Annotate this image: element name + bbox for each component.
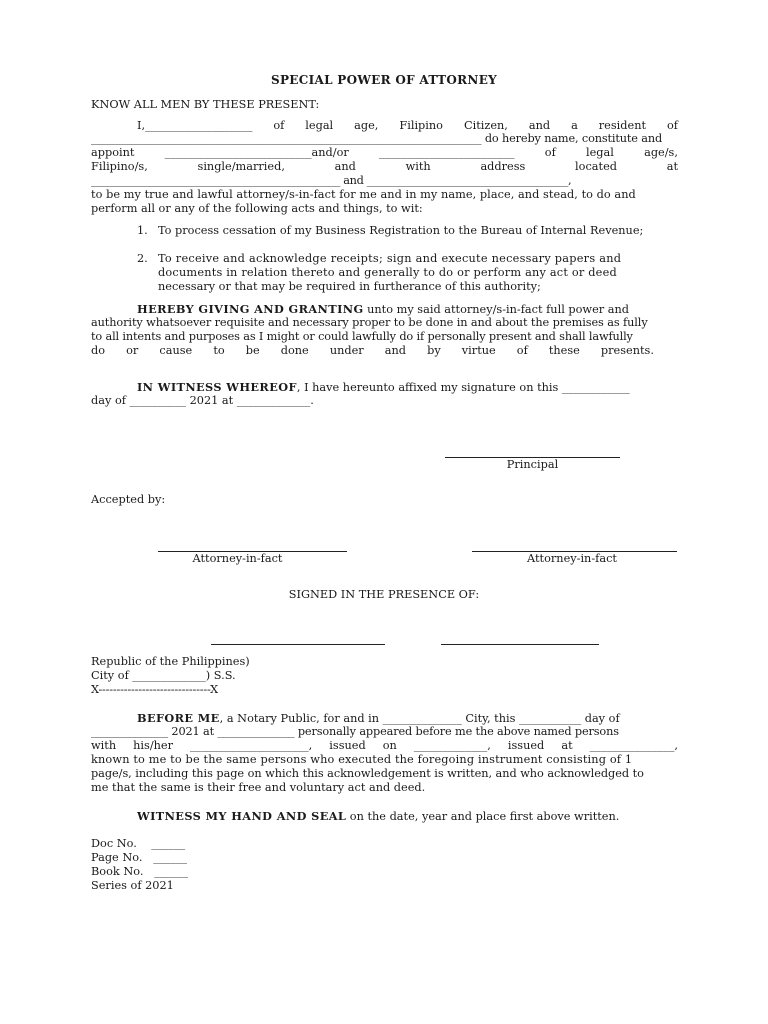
granting-word: of [516, 344, 528, 357]
book-number: Book No. ______ [91, 865, 189, 878]
granting-word: or [126, 344, 139, 357]
notary-line2: ______________ 2021 at ______________ personally appeared before me the above named persons [91, 725, 619, 738]
p1-word: age, [354, 119, 379, 132]
intro-line: KNOW ALL MEN BY THESE PRESENT: [91, 98, 320, 111]
notary-word: issued [329, 739, 366, 752]
granting-word: by [427, 344, 441, 357]
witness-1-signature-line[interactable] [211, 644, 385, 645]
notary-text: , a Notary Public, for and in ______________ City, this ___________ day of [219, 712, 620, 725]
document-title: SPECIAL POWER OF ATTORNEY [270, 73, 498, 87]
p1-word: Filipino/s, [91, 160, 148, 173]
seal-line [137, 809, 619, 824]
p1-word: of [273, 119, 285, 132]
attorney-2-label: Attorney-in-fact [527, 552, 617, 565]
p1-word: with [405, 160, 431, 173]
witness-text: , I have hereunto affixed my signature on this ____________ [296, 381, 630, 394]
notary-word: _______________, [589, 739, 678, 752]
p1-line4 [91, 160, 678, 174]
item-2-line3: necessary or that may be required in furtherance of this authority; [158, 280, 541, 293]
granting-word: to [213, 344, 225, 357]
p1-line1 [137, 119, 678, 133]
venue-line3: X-------------------------------X [91, 683, 219, 696]
notary-word: on [382, 739, 397, 752]
signed-presence-heading: SIGNED IN THE PRESENCE OF: [288, 588, 480, 601]
doc-number: Doc No. ______ [91, 837, 186, 850]
p1-word: a [571, 119, 578, 132]
p1-line2: _______________________________________________________________________ do hereby name, constitute and [91, 132, 663, 145]
witness-2-signature-line[interactable] [441, 644, 599, 645]
notary-word: issued [507, 739, 545, 752]
notary-line6: me that the same is their free and voluntary act and deed. [91, 781, 426, 794]
page-number: Page No. ______ [91, 851, 188, 864]
granting-word: virtue [461, 344, 496, 357]
notary-word: his/her [133, 739, 173, 752]
venue-line1: Republic of the Philippines) [91, 655, 250, 668]
notary-word: at [561, 739, 573, 752]
p1-word: and [334, 160, 356, 173]
granting-word: presents. [600, 344, 654, 357]
granting-line3: to all intents and purposes as I might or could lawfully do if personally present and shall lawfully [91, 330, 633, 343]
granting-word: and [384, 344, 407, 357]
p1-word: located [575, 160, 617, 173]
item-2-number: 2. [137, 252, 148, 265]
p1-word: Filipino [399, 119, 443, 132]
granting-text: unto my said attorney/s-in-fact full power and [367, 303, 630, 316]
p1-word: appoint [91, 146, 135, 159]
series-year: Series of 2021 [91, 879, 174, 892]
seal-bold: WITNESS MY HAND AND SEAL [137, 809, 347, 823]
p1-word: of [544, 146, 556, 159]
p1-word: __________________________and/or [164, 146, 349, 159]
item-2-line2: documents in relation thereto and generally to do or perform any act or deed [158, 266, 617, 279]
p1-word: age/s, [644, 146, 678, 159]
notary-line5: page/s, including this page on which this acknowledgement is written, and who acknowledged to [91, 767, 644, 780]
notary-line4: known to me to be the same persons who executed the foregoing instrument consisting of 1 [91, 753, 633, 766]
granting-word: under [329, 344, 364, 357]
witness-line2: day of __________ 2021 at _____________. [91, 394, 314, 407]
notary-word: _____________________, [190, 739, 313, 752]
granting-word: these [548, 344, 580, 357]
p1-word: address [480, 160, 526, 173]
granting-word: be [245, 344, 260, 357]
venue-line2: City of _____________) S.S. [91, 669, 236, 682]
granting-word: do [91, 344, 106, 357]
p1-word: legal [585, 146, 614, 159]
accepted-by-label: Accepted by: [91, 493, 166, 506]
item-1-number: 1. [137, 224, 148, 237]
p1-word: and [528, 119, 551, 132]
notary-line1 [137, 711, 620, 726]
p1-line3 [91, 146, 678, 160]
granting-bold: HEREBY GIVING AND GRANTING [137, 302, 364, 316]
p1-word: legal [305, 119, 334, 132]
notary-bold: BEFORE ME [137, 711, 220, 725]
witness-line1 [137, 380, 630, 395]
p1-word: Citizen, [463, 119, 508, 132]
p1-word: I,___________________ [137, 119, 253, 132]
item-1-text: To process cessation of my Business Registration to the Bureau of Internal Revenue; [158, 224, 644, 237]
seal-text: on the date, year and place first above written. [346, 810, 620, 823]
principal-label: Principal [506, 458, 559, 471]
notary-word: _____________, [413, 739, 491, 752]
p1-word: resident [598, 119, 647, 132]
p1-word: single/married, [197, 160, 285, 173]
p1-line5: _______________________________________________ and ______________________________________, [91, 174, 572, 187]
granting-line4 [91, 344, 654, 358]
notary-line3 [91, 739, 678, 753]
granting-line1 [137, 302, 629, 317]
granting-word: done [280, 344, 309, 357]
p1-line7: perform all or any of the following acts and things, to wit: [91, 202, 423, 215]
p1-word: of [666, 119, 678, 132]
item-2-line1: To receive and acknowledge receipts; sign and execute necessary papers and [158, 252, 622, 265]
granting-line2: authority whatsoever requisite and necessary proper to be done in and about the premises as fully [91, 316, 648, 329]
p1-word: ________________________ [378, 146, 515, 159]
witness-bold: IN WITNESS WHEREOF [137, 380, 297, 394]
granting-word: cause [159, 344, 193, 357]
p1-word: at [666, 160, 678, 173]
attorney-1-label: Attorney-in-fact [192, 552, 283, 565]
notary-word: with [91, 739, 117, 752]
p1-line6: to be my true and lawful attorney/s-in-fact for me and in my name, place, and stead, to do and [91, 188, 636, 201]
